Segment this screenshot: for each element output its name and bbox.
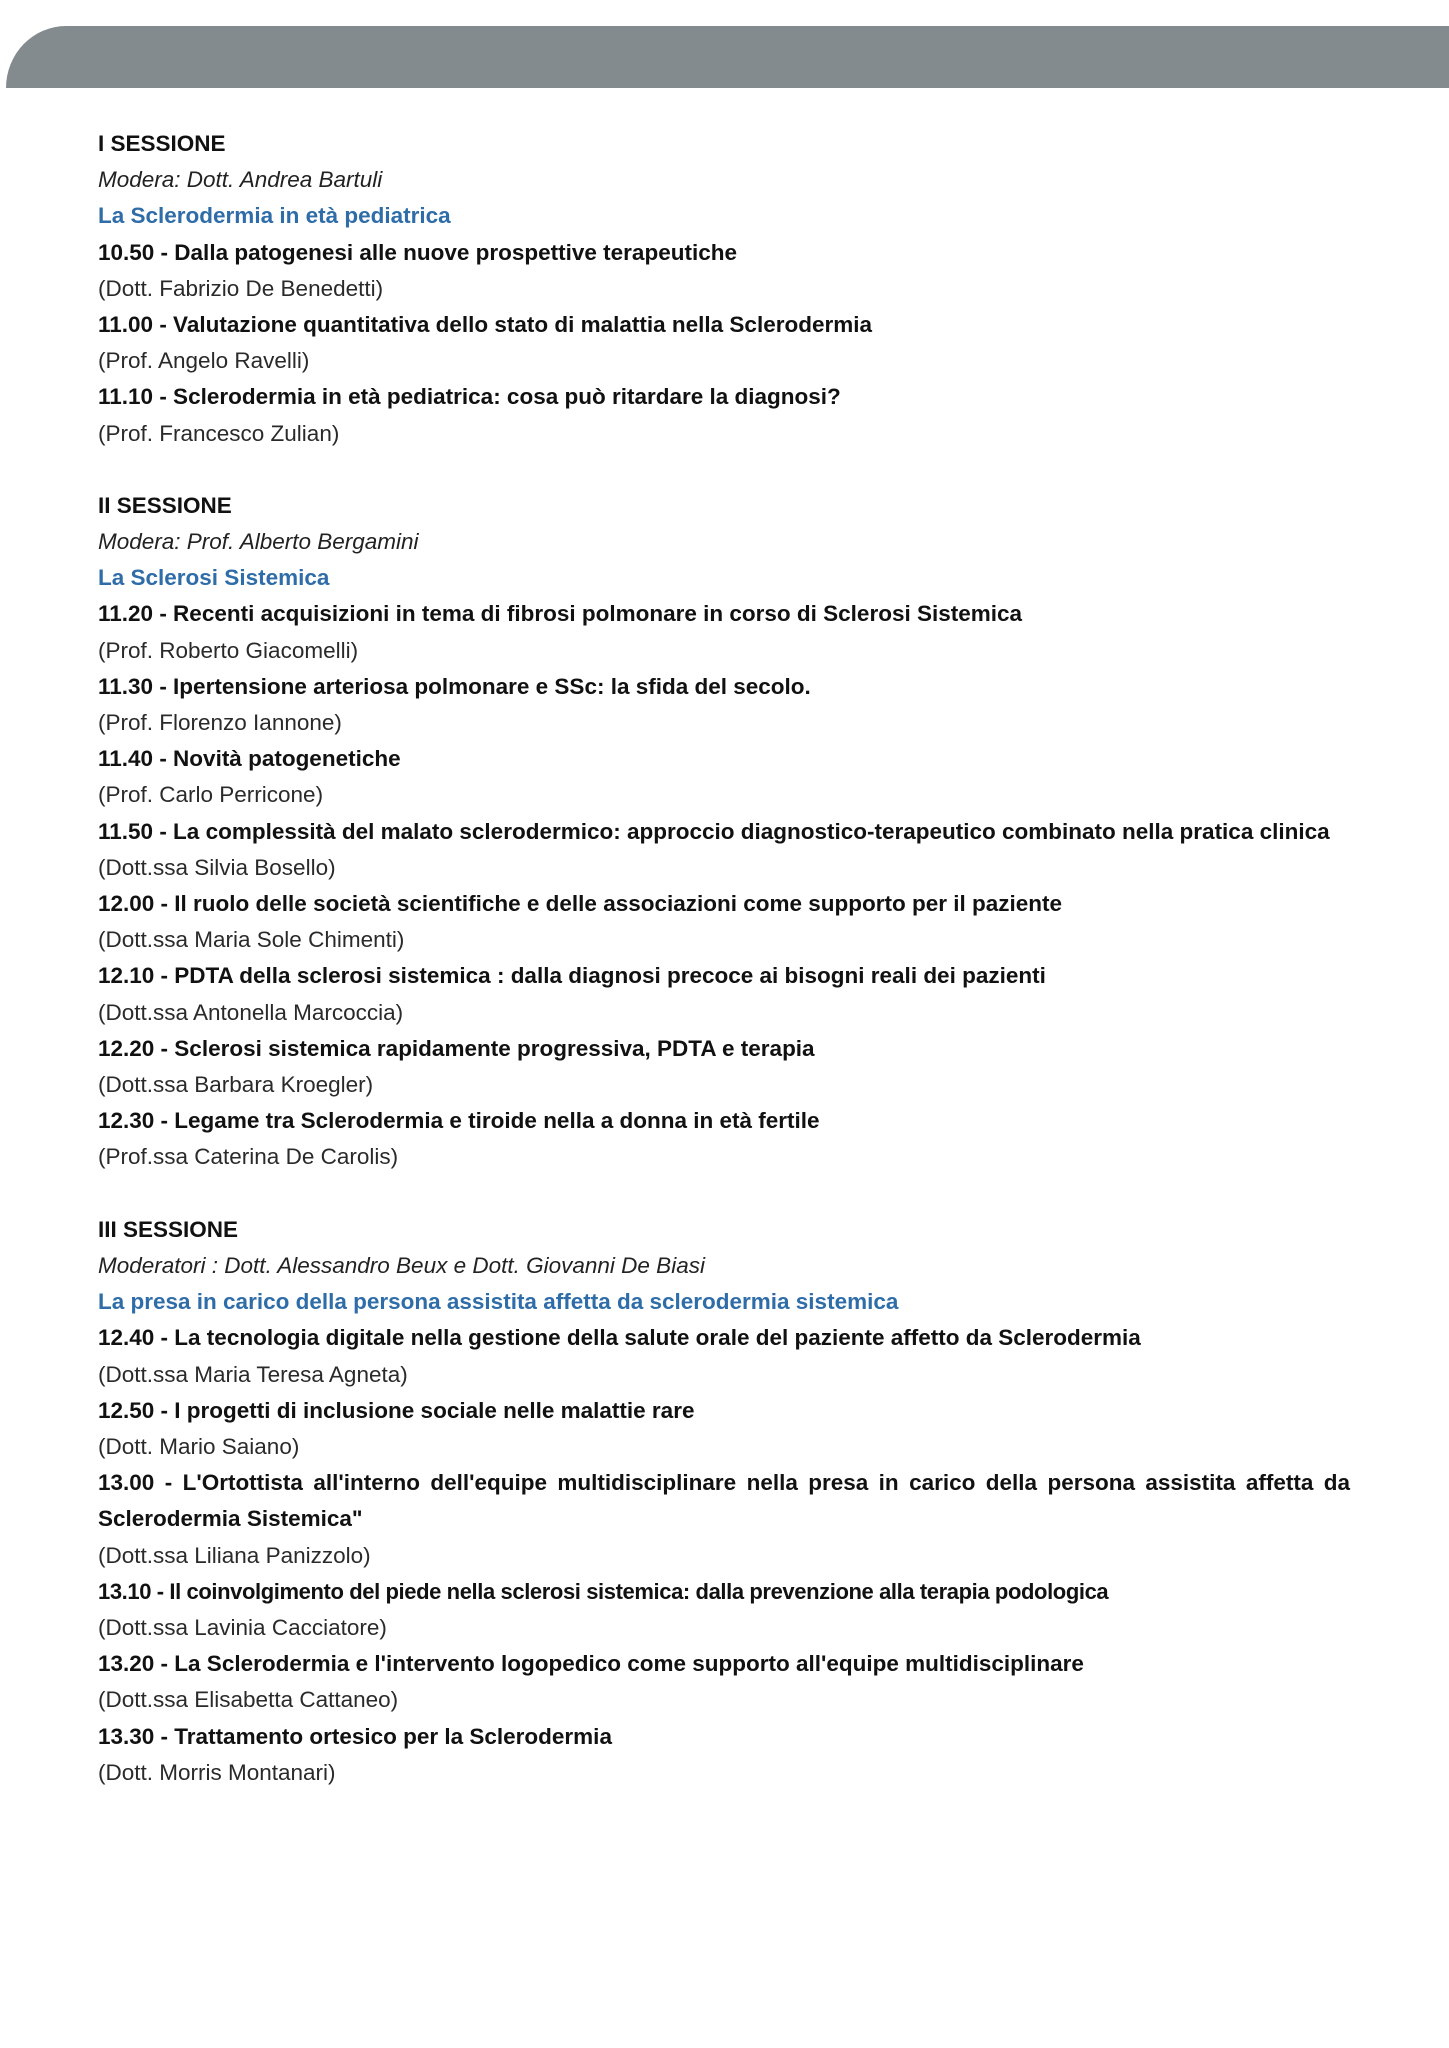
talk-speaker: (Dott.ssa Barbara Kroegler): [98, 1072, 374, 1098]
session-topic: La Sclerodermia in età pediatrica: [98, 203, 451, 229]
session-title: I SESSIONE: [98, 131, 226, 156]
talk-title: 12.40 - La tecnologia digitale nella gestione della salute orale del paziente affetto da Sclerodermia: [98, 1325, 1141, 1351]
talk-speaker: (Prof. Roberto Giacomelli): [98, 637, 359, 663]
talk-speaker: (Dott.ssa Maria Sole Chimenti): [98, 927, 405, 953]
talk-speaker: (Dott. Mario Saiano): [98, 1433, 300, 1459]
session-topic: La Sclerosi Sistemica: [98, 565, 330, 591]
session-topic: La presa in carico della persona assistita affetta da sclerodermia sistemica: [98, 1289, 899, 1315]
talk-title: 12.20 - Sclerosi sistemica rapidamente progressiva, PDTA e terapia: [98, 1035, 815, 1061]
talk-speaker: (Dott.ssa Maria Teresa Agneta): [98, 1361, 408, 1387]
session-moderator: Modera: Dott. Andrea Bartuli: [98, 167, 383, 193]
talk-title: 13.00 - L'Ortottista all'interno dell'equipe multidisciplinare nella presa in carico della persona assistita affetta da Sclerodermia Sistemica": [98, 1470, 1350, 1532]
talk-speaker: (Dott.ssa Elisabetta Cattaneo): [98, 1687, 399, 1713]
talk-title: 13.10 - Il coinvolgimento del piede nella sclerosi sistemica: dalla prevenzione alla terapia podologica: [98, 1578, 1109, 1604]
header-banner: [6, 26, 1449, 88]
talk-title: 11.00 - Valutazione quantitativa dello stato di malattia nella Sclerodermia: [98, 312, 872, 338]
talk-speaker: (Dott. Fabrizio De Benedetti): [98, 275, 384, 301]
talk-title: 11.20 - Recenti acquisizioni in tema di fibrosi polmonare in corso di Sclerosi Sistemica: [98, 601, 1023, 627]
talk-speaker: (Dott.ssa Antonella Marcoccia): [98, 999, 404, 1025]
talk-speaker: (Dott. Morris Montanari): [98, 1759, 336, 1785]
talk-speaker: (Prof. Francesco Zulian): [98, 420, 340, 446]
session-title: III SESSIONE: [98, 1216, 239, 1242]
session-title: II SESSIONE: [98, 492, 232, 518]
session-moderator: Moderatori : Dott. Alessandro Beux e Dott. Giovanni De Biasi: [98, 1252, 705, 1278]
session-3: [98, 1212, 1350, 1791]
talk-title: 12.30 - Legame tra Sclerodermia e tiroide nella a donna in età fertile: [98, 1108, 820, 1134]
talk-speaker: (Prof. Carlo Perricone): [98, 782, 324, 808]
talk-title: 11.30 - Ipertensione arteriosa polmonare e SSc: la sfida del secolo.: [98, 673, 811, 699]
session-2: [98, 488, 1350, 1176]
talk-title: 10.50 - Dalla patogenesi alle nuove prospettive terapeutiche: [98, 239, 737, 265]
talk-title: 12.10 - PDTA della sclerosi sistemica : dalla diagnosi precoce ai bisogni reali dei pazienti: [98, 963, 1046, 989]
talk-title: 13.30 - Trattamento ortesico per la Sclerodermia: [98, 1723, 612, 1749]
session-1: [98, 126, 1350, 452]
talk-speaker: (Prof.ssa Caterina De Carolis): [98, 1144, 399, 1170]
talk-title: 11.10 - Sclerodermia in età pediatrica: cosa può ritardare la diagnosi?: [98, 384, 841, 410]
session-moderator: Modera: Prof. Alberto Bergamini: [98, 529, 419, 555]
talk-speaker: (Dott.ssa Silvia Bosello): [98, 854, 336, 880]
talk-title: 11.50 - La complessità del malato sclerodermico: approccio diagnostico-terapeutico combinato nella pratica clinica: [98, 818, 1330, 844]
talk-title: 12.00 - Il ruolo delle società scientifiche e delle associazioni come supporto per il paziente: [98, 891, 1063, 917]
talk-title: 13.20 - La Sclerodermia e l'intervento logopedico come supporto all'equipe multidisciplinare: [98, 1651, 1084, 1677]
talk-title: 11.40 - Novità patogenetiche: [98, 746, 401, 772]
talk-speaker: (Prof. Angelo Ravelli): [98, 348, 310, 374]
talk-speaker: (Dott.ssa Liliana Panizzolo): [98, 1542, 371, 1568]
talk-title: 12.50 - I progetti di inclusione sociale nelle malattie rare: [98, 1397, 695, 1423]
talk-speaker: (Prof. Florenzo Iannone): [98, 710, 342, 736]
talk-speaker: (Dott.ssa Lavinia Cacciatore): [98, 1614, 387, 1640]
program-content: [98, 126, 1350, 1827]
